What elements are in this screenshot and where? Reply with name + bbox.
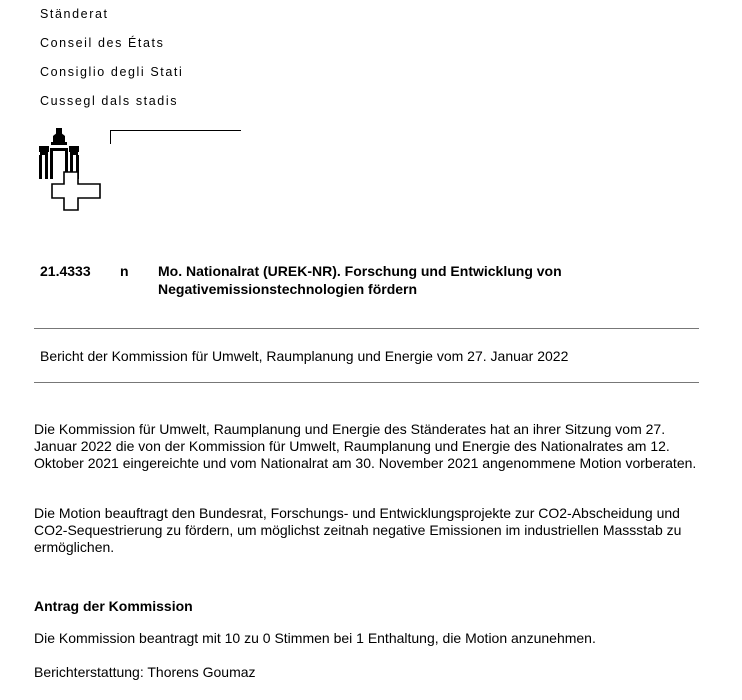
business-number: 21.4333	[40, 263, 91, 279]
business-title-line-2: Negativemissionstechnologien fördern	[158, 281, 418, 297]
divider-bottom	[34, 382, 699, 383]
language-label-it: Consiglio degli Stati	[40, 65, 184, 79]
divider-top	[34, 328, 699, 329]
council-code: n	[120, 263, 129, 279]
paragraph-motion-content: Die Motion beauftragt den Bundesrat, Forschungs- und Entwicklungsprojekte zur CO2-Abscheidung und CO2-Sequestrierung zu fördern, um möglichst zeitnah negative Emissionen im industriellen Massstab zu ermöglichen.	[34, 505, 682, 555]
parliament-cross-icon	[36, 128, 102, 217]
language-label-rm: Cussegl dals stadis	[40, 94, 179, 108]
report-line: Bericht der Kommission für Umwelt, Raumplanung und Energie vom 27. Januar 2022	[40, 348, 569, 364]
motion-decision: Die Kommission beantragt mit 10 zu 0 Stimmen bei 1 Enthaltung, die Motion anzunehmen.	[34, 630, 596, 646]
motion-heading: Antrag der Kommission	[34, 598, 193, 614]
header-rule	[110, 130, 241, 144]
business-title-line-1: Mo. Nationalrat (UREK-NR). Forschung und Entwicklung von	[158, 263, 562, 279]
business-title	[158, 262, 698, 298]
language-label-fr: Conseil des États	[40, 36, 165, 50]
language-label-de: Ständerat	[40, 7, 109, 21]
paragraph-preliminary-review: Die Kommission für Umwelt, Raumplanung und Energie des Ständerates hat an ihrer Sitzung vom 27. Januar 2022 die von der Kommission für Umwelt, Raumplanung und Energie des Nationalrates am 12. Oktober 2021 eingereichte und vom Nationalrat am 30. November 2021 angenommene Motion vorberaten.	[34, 421, 697, 471]
rapporteur: Berichterstattung: Thorens Goumaz	[34, 664, 256, 680]
